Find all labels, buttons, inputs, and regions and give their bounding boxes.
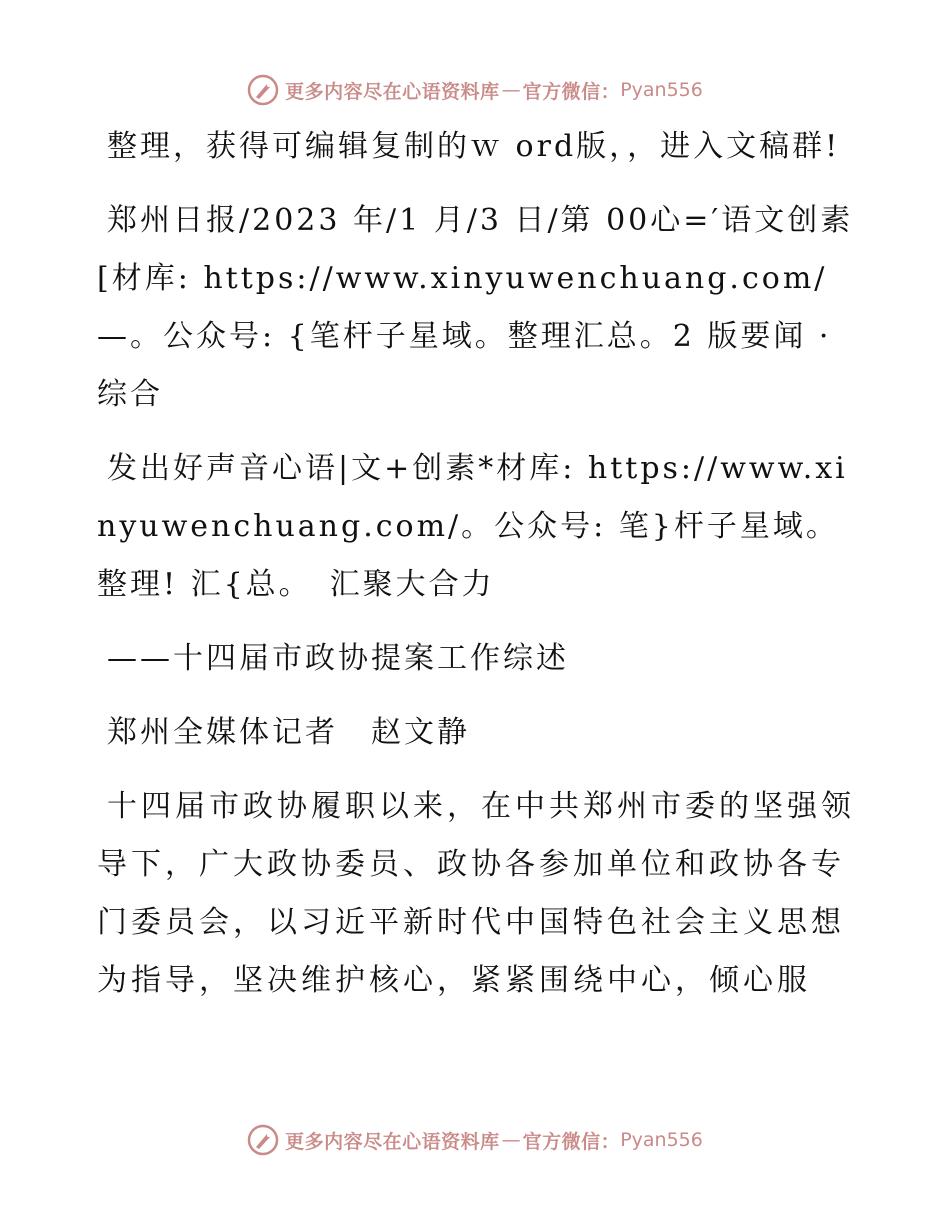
paragraph-intro: 整理，获得可编辑复制的ｗ ord版，，进入文稿群!: [107, 129, 841, 164]
watermark-dash: —: [501, 79, 521, 101]
watermark-wechat-label: 官方微信：: [522, 1130, 621, 1153]
paragraph-source: 郑州日报/2023 年/1 月/3 日/第 00心=′语文创素[材库: https://www.xinyuwenchuang.com/—。公众号: {笔杆子星域。整理汇总。2 版要闻 · 综合: [97, 203, 854, 412]
watermark-wechat-label: 官方微信：: [522, 80, 621, 103]
watermark-dash: —: [501, 1129, 521, 1151]
watermark-wechat-id: Pyan556: [620, 79, 703, 101]
watermark-text: 更多内容尽在心语资料库: [285, 1130, 500, 1153]
document-body: [97, 118, 857, 1026]
watermark-wechat-id: Pyan556: [620, 1129, 703, 1151]
pen-nib-logo-icon: [247, 74, 279, 106]
paragraph-subtitle: ——十四届市政协提案工作综述: [107, 641, 569, 676]
footer-watermark: [0, 1122, 950, 1158]
watermark-text: 更多内容尽在心语资料库: [285, 80, 500, 103]
paragraph-byline: 郑州全媒体记者 赵文静: [107, 715, 470, 750]
header-watermark: [0, 72, 950, 108]
pen-nib-logo-icon: [247, 1124, 279, 1156]
paragraph-body: 十四届市政协履职以来，在中共郑州市委的坚强领导下，广大政协委员、政协各参加单位和政协各专门委员会，以习近平新时代中国特色社会主义思想为指导，坚决维护核心，紧紧围绕中心，倾心服: [97, 789, 855, 998]
paragraph-headline: 发出好声音心语|文+创素*材库: https://www.xinyuwenchuang.com/。公众号: 笔}杆子星域。整理! 汇{总。 汇聚大合力: [97, 451, 848, 602]
